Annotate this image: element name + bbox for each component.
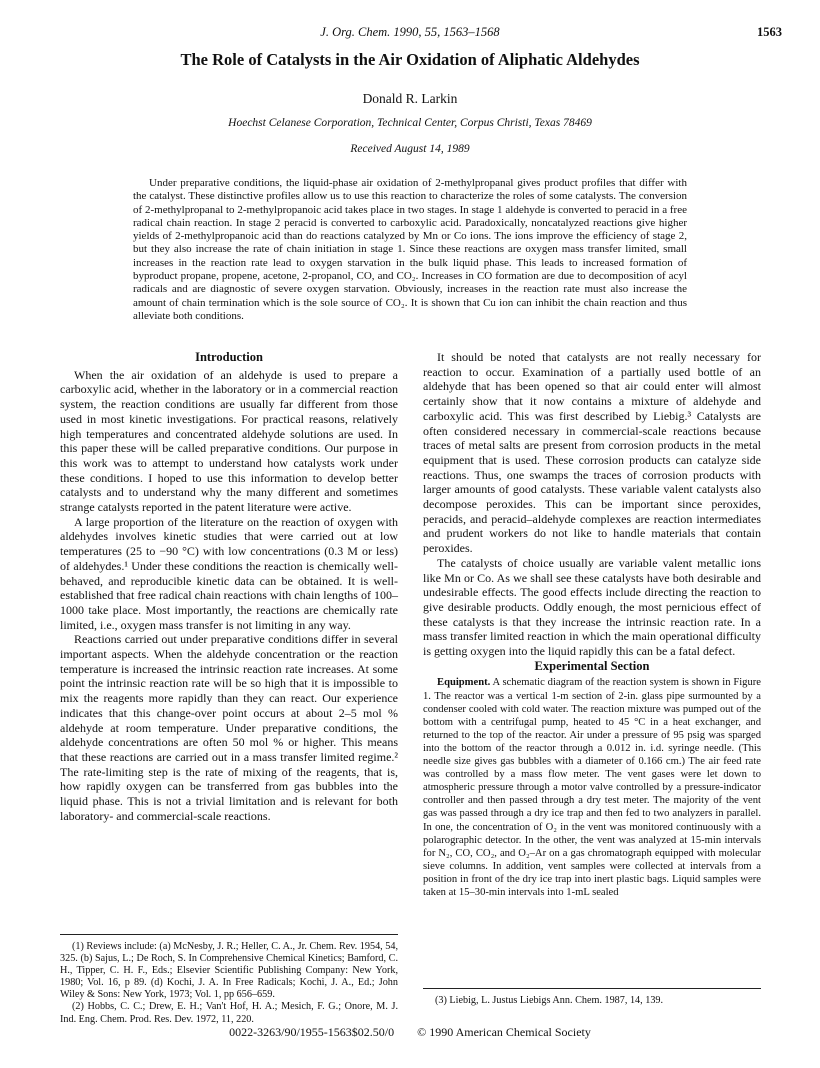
experimental-heading: Experimental Section <box>534 658 650 673</box>
right-column <box>423 350 761 899</box>
footnotes-left <box>60 934 398 1026</box>
footnotes-right <box>423 988 761 1007</box>
page-footer <box>0 1025 820 1040</box>
footnote-rule-left <box>60 934 398 935</box>
right-paragraph-2: The catalysts of choice usually are variable valent metallic ions like Mn or Co. As we shall see these catalysts have both desirable and undesirable effects. The good effects include directing the reaction to give desirable products. Oddly enough, the most pernicious effect of these catalysts is that they increase the intrinsic reaction rate. In a mass transfer limited reaction in which the main operational difficulty is getting oxygen into the liquid rapidly this can be a fatal defect. <box>423 555 761 659</box>
copyright-notice: © 1990 American Chemical Society <box>417 1025 591 1039</box>
received-date: Received August 14, 1989 <box>350 143 470 155</box>
intro-paragraph-1: When the air oxidation of an aldehyde is used to prepare a carboxylic acid, whether in the laboratory or in a commercial reaction system, the reaction conditions are usually far different from those used in most kinetic investigations. For practical reasons, relatively high temperatures and concentrated aldehyde solutions are used. In this paper these will be called preparative conditions. Our purpose in this work was to attempt to understand how catalysts work under these conditions. I hoped to use this information to develop better catalysts and to understand why the many different and sometimes strange catalysts reported in the patent literature were active. <box>60 367 398 515</box>
experimental-paragraph <box>423 676 761 899</box>
equipment-text: A schematic diagram of the reaction system is shown in Figure 1. The reactor was a vertical 1-m section of 2-in. glass pipe surmounted by a condenser cooled with cold water. The reaction mixture was pumped out of the bottom with a centrifugal pump, heated to 45 °C in a heat exchanger, and returned to the top of the reactor. Air under a pressure of 95 psig was sparged into the bottom of the reactor through a 0.012 in. i.d. syringe needle. (This needle size gives gas bubbles with a diameter of 0.166 cm.) The air feed rate was controlled by a mass flow meter. The vent gases were let down to atmospheric pressure through a motor valve controlled by a pressure-indicator controller and then passed through a dry test meter. The majority of the vent gas was passed through a dry ice trap and then fed to two analyzers in parallel. In one, the concentration of O₂ in the vent was monitored continuously with a polarographic detector. In the other, the vent was analyzed at 15-min intervals for N₂, CO, CO₂, and O₂–Ar on a gas chromatograph equipped with molecular sieve columns. In addition, vent samples were collected at intervals from a position in front of the dry ice trap into inert plastic bags. Liquid samples were taken at 15–30-min intervals into 1-mL sealed <box>423 677 761 898</box>
page-number: 1563 <box>757 25 782 39</box>
footnote-1: (1) Reviews include: (a) McNesby, J. R.; Heller, C. A., Jr. Chem. Rev. 1954, 54, 325. (b) Sajus, L.; De Roch, S. In Comprehensive Chemical Kinetics; Bamford, C. H., Tipper, C. H. F., Eds.; Elsevier Scientific Publishing Company: New York, 1980; Vol. 16, p 89. (d) Kochi, J. A. In Free Radicals; Kochi, J. A., Ed.; John Wiley & Sons: New York, 1973; Vol. 1, pp 656–659. <box>60 941 398 1001</box>
journal-citation: J. Org. Chem. 1990, 55, 1563–1568 <box>320 25 500 39</box>
article-title: The Role of Catalysts in the Air Oxidation of Aliphatic Aldehydes <box>180 50 640 69</box>
intro-paragraph-2: A large proportion of the literature on the reaction of oxygen with aldehydes involves kinetic studies that were carried out at low temperatures (25 to −90 °C) with low concentrations (0.3 M or less) of aldehydes.¹ Under these conditions the reaction is chemically well-behaved, and reproducible kinetic data can be obtained. It is well-established that free radical chain reactions with chain lengths of 100–1000 take place. Most importantly, the reactions are chemically rate limited, i.e., oxygen mass transfer is not limiting in any way. <box>60 514 398 632</box>
affiliation: Hoechst Celanese Corporation, Technical Center, Corpus Christi, Texas 78469 <box>228 117 592 129</box>
running-header <box>0 25 820 41</box>
footnote-2: (2) Hobbs, C. C.; Drew, E. H.; Van't Hof, H. A.; Mesich, F. G.; Onore, M. J. Ind. Eng. Chem. Prod. Res. Dev. 1972, 11, 220. <box>60 1001 398 1025</box>
issn-code: 0022-3263/90/1955-1563$02.50/0 <box>229 1025 395 1039</box>
intro-paragraph-3: Reactions carried out under preparative conditions differ in several important aspects. When the aldehyde concentration or the reaction temperature is increased the intrinsic reaction rate increases. At some point the intrinsic reaction rate will be so high that it is impossible to mix the reagents more rapidly than they can react. Our experience indicates that this change-over point occurs at about 2–5 mol % aldehyde at room temperature. Under preparative conditions, the aldehyde concentrations are often 50 mol % or higher. This means that these reactions are carried out in a mass transfer limited regime.² The rate-limiting step is the rate of mixing of the reagents, that is, how rapidly oxygen can be transferred from gas bubbles into the liquid phase. This is not a trivial limitation and is relevant for both laboratory- and commercial-scale reactions. <box>60 632 398 823</box>
footnote-rule-right <box>423 988 761 989</box>
introduction-heading: Introduction <box>195 350 263 364</box>
abstract: Under preparative conditions, the liquid-phase air oxidation of 2-methylpropanal gives product profiles that differ with the catalyst. These distinctive profiles allow us to use this reaction to characterize the roles of some catalysts. The conversion of 2-methylpropanal to 2-methylpropanoic acid takes place in two stages. In stage 1 aldehyde is converted to peracid in a free radical chain reaction. In stage 2 peracid is converted to carboxylic acid. Paradoxically, noncatalyzed reactions give higher yields of 2-methylpropanoic acid than do reactions catalyzed by Mn or Co ions. The ions improve the efficiency of stage 2, but they also increase the rate of chain initiation in stage 1. Since these reactions are oxygen mass transfer limited, small increases in the reaction rate lead to oxygen starvation in the bulk liquid phase. This leads to increased formation of byproduct propane, propene, acetone, 2-propanol, CO, and CO₂. Increases in CO formation are due to decomposition of acyl radicals and are diagnostic of severe oxygen starvation. Obviously, increases in the reaction rate must also increase the amount of chain termination which is the sole source of CO₂. It is shown that Cu ion can inhibit the chain reaction and thus alleviate both conditions. <box>133 177 687 322</box>
equipment-lead: Equipment. <box>437 677 491 689</box>
left-column <box>60 350 398 824</box>
right-paragraph-1: It should be noted that catalysts are not really necessary for reaction to occur. Examination of a partially used bottle of an aldehyde that has been opened so that air could enter will almost certainly show that it now contains a mixture of aldehyde and carboxylic acid. This was first described by Liebig.³ Catalysts are often considered necessary in commercial-scale reactions because traces of metal salts are present from corrosion products in the metal equipment that is used. These corrosion products can catalyze side reactions. Thus, one swamps the traces of corrosion products with larger amounts of good catalysts. These variable valent catalysts also decompose peroxides. This can be important since peroxides, peracids, and peracid–aldehyde complexes are reaction intermediates and prudent workers do not like to handle materials that contain peroxides. <box>423 350 761 556</box>
footnote-3: (3) Liebig, L. Justus Liebigs Ann. Chem. 1987, 14, 139. <box>435 995 664 1006</box>
author-name: Donald R. Larkin <box>362 91 458 106</box>
